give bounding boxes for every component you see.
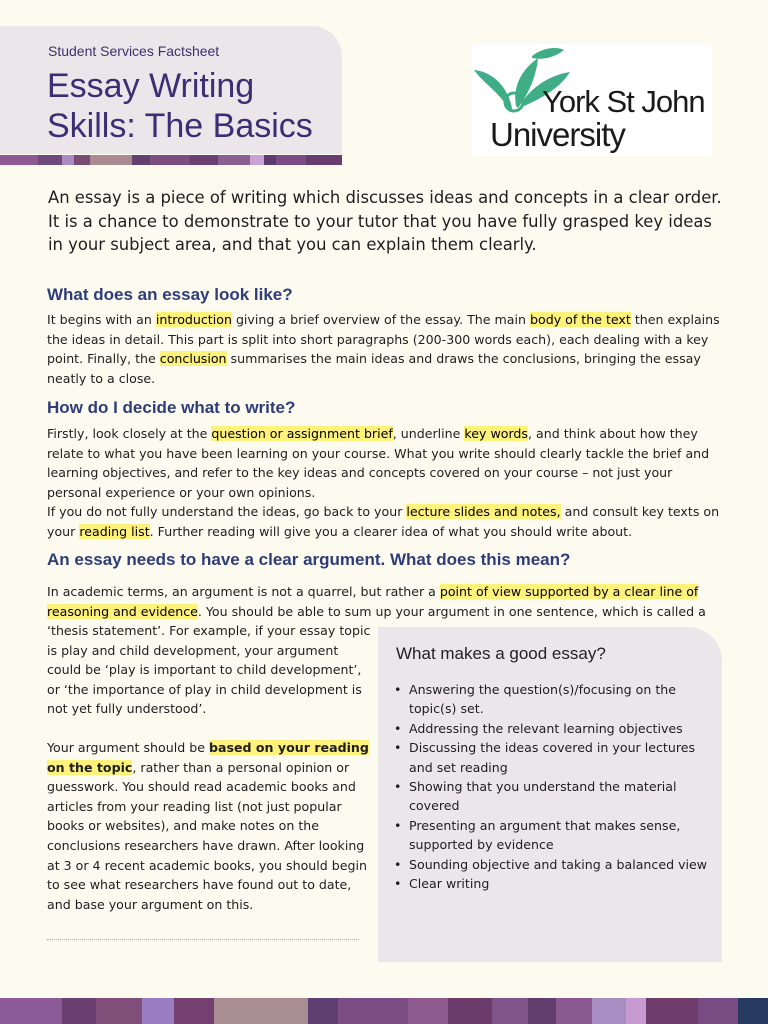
good-essay-list (394, 680, 710, 893)
paragraph-essay-look: It begins with an introduction giving a brief overview of the essay. The main body of the text then explains the ideas in detail. This part is split into short paragraphs (200-300 words each), each dealing with a key point. Finally, the conclusion summarises the main ideas and draws the conclusions, bringing the essay neatly to a close. (47, 312, 720, 386)
factsheet-kicker: Student Services Factsheet (48, 43, 220, 59)
heading-clear-argument: An essay needs to have a clear argument. What does this mean? (47, 550, 571, 569)
heading-essay-look: What does an essay look like? (47, 285, 293, 304)
good-essay-title: What makes a good essay? (396, 644, 606, 663)
header-color-stripe (0, 155, 342, 165)
highlight-introduction: introduction (155, 312, 232, 327)
list-item: • Discussing the ideas covered in your lectures and set reading (394, 738, 710, 777)
logo-line-2: University (490, 116, 625, 153)
logo-line-1: York St John (542, 84, 705, 119)
paragraph-based-on-reading: Your argument should be based on your reading on the topic, rather than a personal opinion or guesswork. You should read academic books and articles from your reading list (not just popular books or websites), and make notes on the conclusions researchers have drawn. After looking at 3 or 4 recent academic books, you should begin to see what researchers have found out to date, and base your argument on this. (47, 740, 369, 912)
highlight-key-words: key words (464, 426, 528, 441)
paragraph-decide-write-2: If you do not fully understand the ideas, go back to your lecture slides and notes, and consult key texts on your reading list. Further reading will give you a clearer idea of what you should write about. (47, 504, 720, 539)
highlight-conclusion: conclusion (159, 351, 227, 367)
heading-decide-write: How do I decide what to write? (47, 398, 296, 417)
good-essay-panel (378, 627, 722, 962)
page-title (47, 66, 337, 146)
title-line-2: Skills: The Basics (47, 107, 313, 145)
paragraph-thesis-statement: ‘thesis statement’. For example, if your essay topic is play and child development, your argument could be ‘play is important to child development’, or ‘the importance of play in child development is not yet fully understood’. (47, 623, 371, 717)
university-logo (472, 44, 712, 156)
paragraph-decide-write-1: Firstly, look closely at the question or assignment brief, underline key words, and think about how they relate to what you have been learning on your course. What you write should clearly tackle the brief and learning objectives, and refer to the key ideas and concepts covered on your course – not just your personal experience or your own opinions. (47, 426, 710, 500)
highlight-point-of-view: point of view supported by a clear line of reasoning and evidence (47, 584, 699, 619)
highlight-based-on-reading: based on your reading on the topic (47, 740, 369, 775)
list-item: • Clear writing (394, 874, 710, 893)
list-item: • Addressing the relevant learning objectives (394, 719, 710, 738)
intro-paragraph: An essay is a piece of writing which discusses ideas and concepts in a clear order. It is a chance to demonstrate to your tutor that you have fully grasped key ideas in your subject area, and that you can explain them clearly. (48, 188, 722, 254)
highlight-reading-list: reading list (79, 523, 150, 539)
highlight-lecture-slides: lecture slides and notes, (406, 504, 561, 519)
title-line-1: Essay Writing (47, 67, 255, 105)
list-item: • Answering the question(s)/focusing on the topic(s) set. (394, 680, 710, 719)
dotted-divider (47, 939, 359, 940)
list-item: • Showing that you understand the material covered (394, 777, 710, 816)
list-item: • Sounding objective and taking a balanced view (394, 855, 710, 874)
footer-color-stripe (0, 998, 768, 1024)
list-item: • Presenting an argument that makes sense, supported by evidence (394, 816, 710, 855)
paragraph-argument-lead: In academic terms, an argument is not a quarrel, but rather a point of view supported by a clear line of reasoning and evidence. You should be able to sum up your argument in one sentence, which is called a (47, 584, 706, 619)
highlight-body: body of the text (530, 312, 631, 327)
highlight-brief: question or assignment brief (211, 426, 393, 441)
